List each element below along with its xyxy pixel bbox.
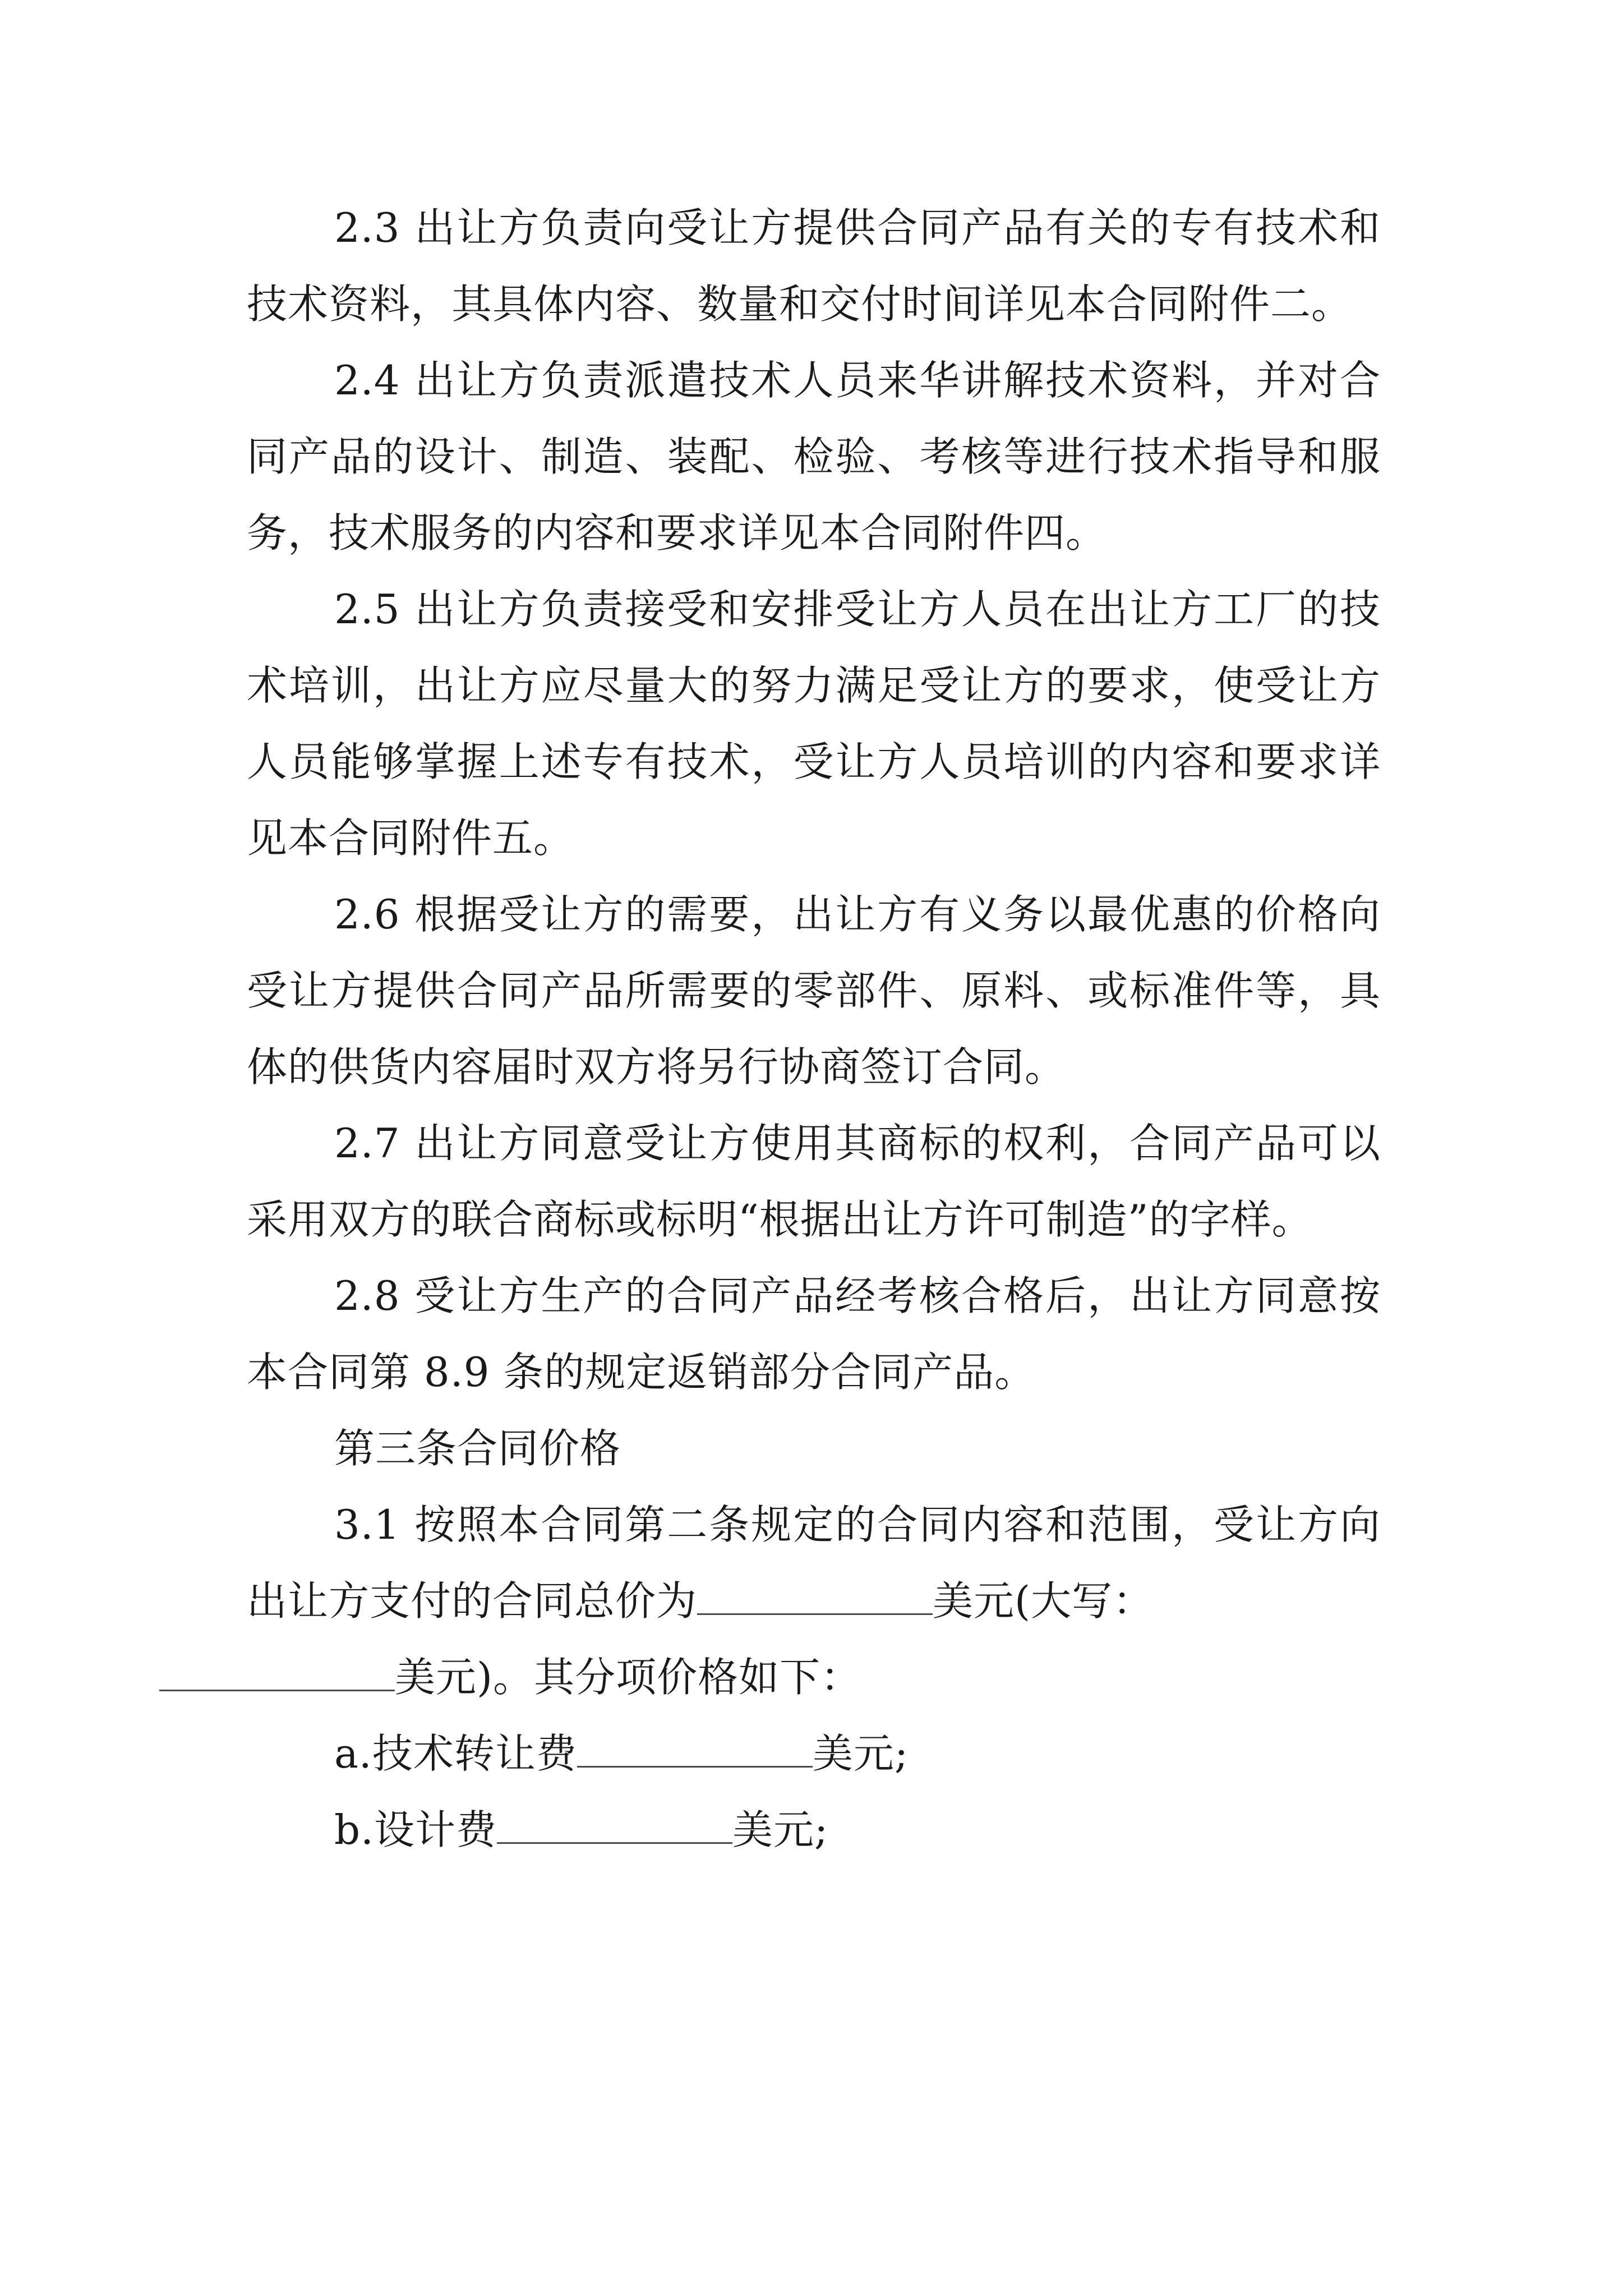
clause-3-1-text: 3.1 按照本合同第二条规定的合同内容和范围，受让方向出让方支付的合同总价为	[247, 1501, 1381, 1625]
clause-3-1-capital-label: 美元(大写：	[933, 1577, 1154, 1625]
clause-2-8: 2.8 受让方生产的合同产品经考核合格后，出让方同意按本合同第 8.9 条的规定返销部分合同产品。	[247, 1272, 1381, 1396]
clause-3-1	[247, 1487, 1381, 1715]
total-price-blank[interactable]	[697, 1576, 933, 1615]
clause-2-6: 2.6 根据受让方的需要，出让方有义务以最优惠的价格向受让方提供合同产品所需要的零部件、原料、或标准件等，具体的供货内容届时双方将另行协商签订合同。	[247, 891, 1381, 1091]
clause-2-5: 2.5 出让方负责接受和安排受让方人员在出让方工厂的技术培训，出让方应尽量大的努力满足受让方的要求，使受让方人员能够掌握上述专有技术，受让方人员培训的内容和要求详见本合同附件五。	[247, 586, 1381, 862]
clause-2-3: 2.3 出让方负责向受让方提供合同产品有关的专有技术和技术资料，其具体内容、数量和交付时间详见本合同附件二。	[247, 204, 1381, 328]
item-a-label: a.技术转让费	[334, 1730, 577, 1777]
article-3-title: 第三条合同价格	[334, 1425, 621, 1472]
price-item-a	[247, 1715, 1381, 1792]
contract-body	[247, 190, 1381, 1868]
price-item-b	[247, 1792, 1381, 1868]
total-price-capital-blank[interactable]	[159, 1653, 395, 1691]
item-b-blank[interactable]	[497, 1805, 732, 1844]
clause-3-1-tail: 美元)。其分项价格如下：	[395, 1654, 862, 1701]
item-a-unit: 美元;	[812, 1730, 909, 1777]
clause-2-4: 2.4 出让方负责派遣技术人员来华讲解技术资料，并对合同产品的设计、制造、装配、检验、考核等进行技术指导和服务，技术服务的内容和要求详见本合同附件四。	[247, 357, 1381, 556]
item-b-label: b.设计费	[334, 1806, 497, 1853]
clause-2-7: 2.7 出让方同意受让方使用其商标的权利，合同产品可以采用双方的联合商标或标明“根据出让方许可制造”的字样。	[247, 1120, 1381, 1243]
item-b-unit: 美元;	[732, 1806, 829, 1853]
item-a-blank[interactable]	[577, 1729, 813, 1768]
